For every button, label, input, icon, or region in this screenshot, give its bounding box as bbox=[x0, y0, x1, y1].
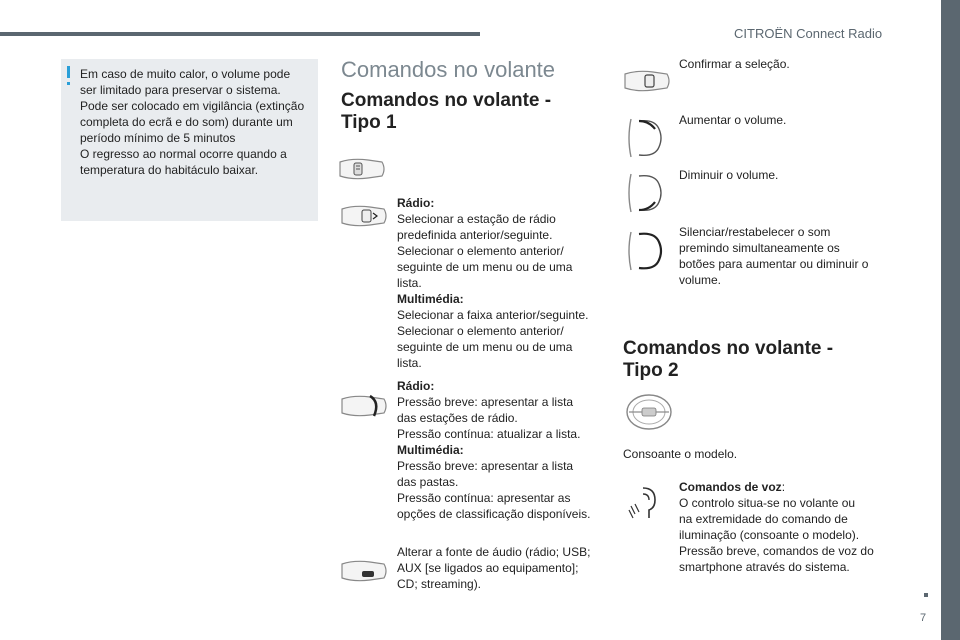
text-line: Pressão breve, comandos de voz do bbox=[679, 544, 874, 558]
type2-title-line1: Comandos no volante - bbox=[623, 338, 834, 359]
type2-title bbox=[623, 338, 833, 382]
right-sidebar-band bbox=[941, 0, 960, 640]
steering-control-icon bbox=[338, 154, 388, 184]
text-line: das pastas. bbox=[397, 475, 459, 489]
type1-title bbox=[341, 90, 551, 134]
text-line: seguinte de um menu ou de uma bbox=[397, 260, 573, 274]
steering-control-icon bbox=[623, 66, 673, 96]
steering-control-icon bbox=[625, 115, 665, 161]
text-line: Selecionar o elemento anterior/ bbox=[397, 324, 564, 338]
note-line: Pode ser colocado em vigilância (extinção bbox=[80, 99, 305, 113]
multimedia-label: Multimédia: bbox=[397, 292, 464, 306]
text-line: Pressão contínua: atualizar a lista. bbox=[397, 427, 581, 441]
type2-title-line2: Tipo 2 bbox=[623, 360, 679, 381]
text-line: lista. bbox=[397, 356, 422, 370]
text-line: Pressão breve: apresentar a lista bbox=[397, 395, 574, 409]
text-line: opções de classificação disponíveis. bbox=[397, 507, 591, 521]
steering-wheel-icon bbox=[624, 393, 674, 431]
steering-control-icon bbox=[625, 170, 665, 216]
type1-item3-text bbox=[397, 544, 609, 592]
info-icon-bar bbox=[67, 66, 70, 78]
note-line: ser limitado para preservar o sistema. bbox=[80, 83, 281, 97]
voice-command-icon bbox=[625, 484, 665, 524]
text-line: CD; streaming). bbox=[397, 577, 482, 591]
text-line: na extremidade do comando de bbox=[679, 512, 848, 526]
type1-item2-text bbox=[397, 378, 607, 522]
info-icon-dot bbox=[67, 82, 70, 85]
type1-title-line1: Comandos no volante - bbox=[341, 90, 552, 111]
steering-control-icon bbox=[340, 203, 390, 229]
note-line: completa do ecrã e do som) durante um bbox=[80, 115, 293, 129]
confirm-text: Confirmar a seleção. bbox=[679, 57, 790, 71]
text-line: O controlo situa-se no volante ou bbox=[679, 496, 856, 510]
header-title: CITROËN Connect Radio bbox=[734, 26, 883, 41]
steering-control-icon bbox=[340, 557, 390, 585]
voice-label: Comandos de voz bbox=[679, 480, 782, 494]
text-line: das estações de rádio. bbox=[397, 411, 518, 425]
note-line: temperatura do habitáculo baixar. bbox=[80, 163, 259, 177]
depends-text: Consoante o modelo. bbox=[623, 447, 738, 461]
text-line: Silenciar/restabelecer o som bbox=[679, 225, 831, 239]
voice-colon: : bbox=[781, 480, 786, 494]
page-number: 7 bbox=[920, 612, 927, 624]
top-rule bbox=[0, 32, 480, 36]
text-line: volume. bbox=[679, 273, 722, 287]
note-text bbox=[80, 66, 316, 178]
text-line: Selecionar a faixa anterior/seguinte. bbox=[397, 308, 589, 322]
voice-command-text bbox=[679, 479, 889, 575]
note-line: período mínimo de 5 minutos bbox=[80, 131, 236, 145]
text-line: Selecionar a estação de rádio bbox=[397, 212, 556, 226]
steering-control-icon bbox=[340, 392, 390, 420]
text-line: predefinida anterior/seguinte. bbox=[397, 228, 553, 242]
text-line: Alterar a fonte de áudio (rádio; USB; bbox=[397, 545, 591, 559]
type1-title-line2: Tipo 1 bbox=[341, 112, 397, 133]
text-line: AUX [se ligados ao equipamento]; bbox=[397, 561, 579, 575]
text-line: Pressão breve: apresentar a lista bbox=[397, 459, 574, 473]
multimedia-label: Multimédia: bbox=[397, 443, 464, 457]
info-note-box bbox=[61, 59, 318, 221]
page-marker bbox=[924, 593, 928, 597]
volume-down-text: Diminuir o volume. bbox=[679, 168, 779, 182]
volume-up-text: Aumentar o volume. bbox=[679, 113, 787, 127]
text-line: lista. bbox=[397, 276, 422, 290]
text-line: botões para aumentar ou diminuir o bbox=[679, 257, 869, 271]
note-line: Em caso de muito calor, o volume pode bbox=[80, 67, 291, 81]
type1-item1-text bbox=[397, 195, 602, 371]
text-line: premindo simultaneamente os bbox=[679, 241, 840, 255]
text-line: Selecionar o elemento anterior/ bbox=[397, 244, 564, 258]
text-line: Pressão contínua: apresentar as bbox=[397, 491, 571, 505]
note-line: O regresso ao normal ocorre quando a bbox=[80, 147, 287, 161]
radio-label: Rádio: bbox=[397, 379, 435, 393]
text-line: iluminação (consoante o modelo). bbox=[679, 528, 860, 542]
mute-text bbox=[679, 224, 889, 288]
radio-label: Rádio: bbox=[397, 196, 435, 210]
steering-control-icon bbox=[625, 228, 665, 274]
text-line: smartphone através do sistema. bbox=[679, 560, 850, 574]
section-title: Comandos no volante bbox=[341, 57, 556, 82]
text-line: seguinte de um menu ou de uma bbox=[397, 340, 573, 354]
voice-heading bbox=[679, 479, 889, 495]
